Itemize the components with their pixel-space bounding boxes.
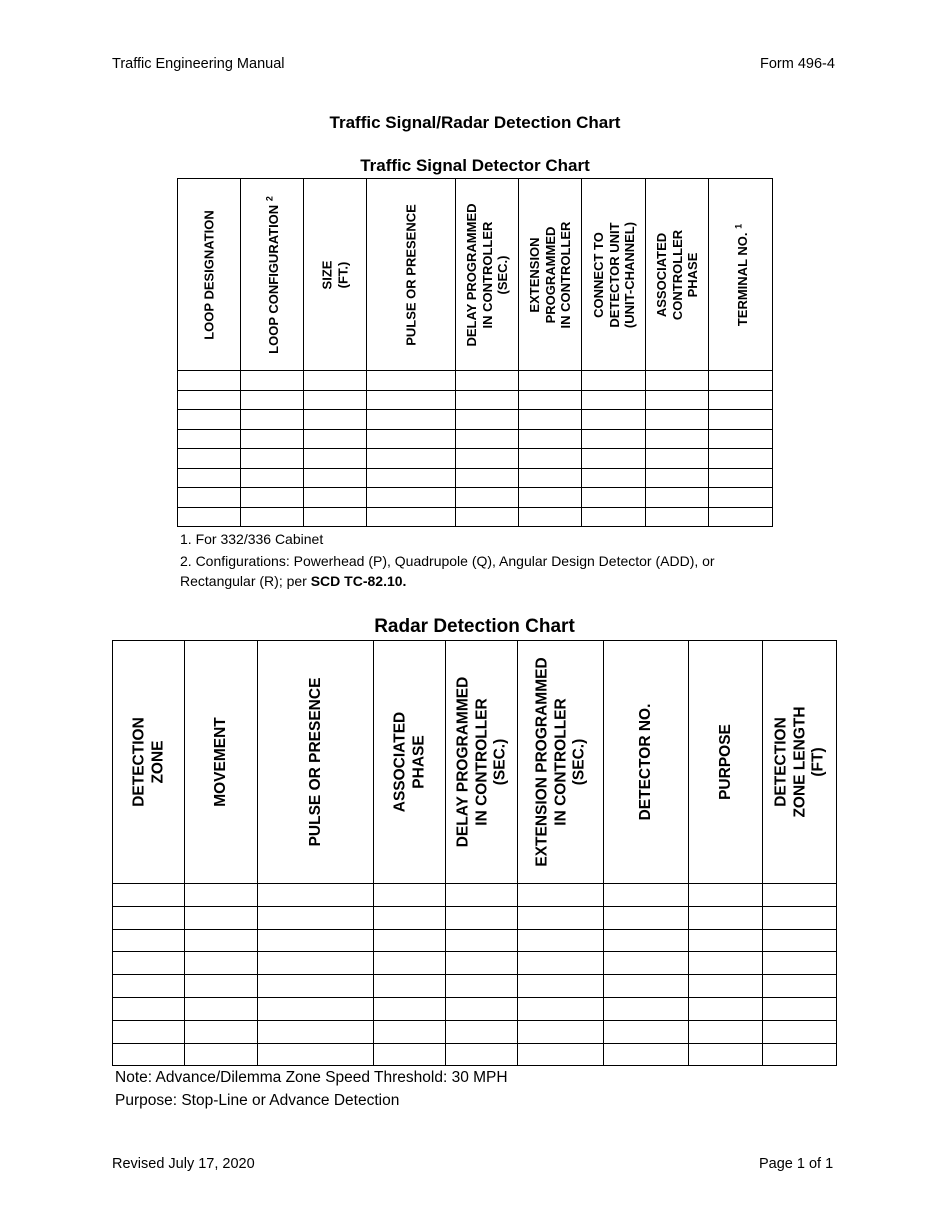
page-number: Page 1 of 1 <box>759 1156 834 1172</box>
radar-entry-cell[interactable] <box>518 975 604 998</box>
detector-entry-cell[interactable] <box>646 429 709 449</box>
detector-table-row <box>178 468 773 488</box>
detector-entry-cell[interactable] <box>709 429 773 449</box>
col-size: SIZE (FT.) <box>304 179 367 371</box>
radar-entry-cell[interactable] <box>763 1020 837 1043</box>
detector-entry-cell[interactable] <box>519 449 582 469</box>
radar-entry-cell[interactable] <box>518 906 604 929</box>
detector-entry-cell[interactable] <box>367 449 456 469</box>
detector-entry-cell[interactable] <box>367 429 456 449</box>
radar-entry-cell[interactable] <box>446 1020 518 1043</box>
col-loop-designation: LOOP DESIGNATION <box>178 179 241 371</box>
detector-entry-cell[interactable] <box>582 410 646 430</box>
detector-table-row <box>178 449 773 469</box>
detector-entry-cell[interactable] <box>709 390 773 410</box>
radar-entry-cell[interactable] <box>113 952 185 975</box>
col-detection-zone: DETECTION ZONE <box>113 641 185 884</box>
radar-table-row <box>113 884 837 907</box>
detector-entry-cell[interactable] <box>304 390 367 410</box>
radar-entry-cell[interactable] <box>185 975 258 998</box>
col-extension-programmed: EXTENSION PROGRAMMED IN CONTROLLER <box>519 179 582 371</box>
radar-entry-cell[interactable] <box>518 952 604 975</box>
detector-entry-cell[interactable] <box>304 429 367 449</box>
detector-entry-cell[interactable] <box>582 371 646 391</box>
col-radar-extension-programmed: EXTENSION PROGRAMMED IN CONTROLLER (SEC.) <box>518 641 604 884</box>
detector-entry-cell[interactable] <box>304 488 367 508</box>
detector-entry-cell[interactable] <box>367 410 456 430</box>
radar-entry-cell[interactable] <box>604 997 689 1020</box>
detector-entry-cell[interactable] <box>519 507 582 527</box>
footnote-2: 2. Configurations: Powerhead (P), Quadrupole (Q), Angular Design Detector (ADD), or Rectangular (R); per SCD TC-82.10. <box>180 553 715 589</box>
radar-entry-cell[interactable] <box>518 929 604 952</box>
detector-entry-cell[interactable] <box>178 410 241 430</box>
col-delay-programmed: DELAY PROGRAMMED IN CONTROLLER (SEC.) <box>456 179 519 371</box>
radar-entry-cell[interactable] <box>446 1043 518 1066</box>
col-radar-pulse-or-presence: PULSE OR PRESENCE <box>258 641 374 884</box>
radar-entry-cell[interactable] <box>763 1043 837 1066</box>
detector-entry-cell[interactable] <box>582 429 646 449</box>
detector-entry-cell[interactable] <box>582 507 646 527</box>
radar-entry-cell[interactable] <box>763 929 837 952</box>
detector-entry-cell[interactable] <box>241 468 304 488</box>
detector-chart-table <box>177 178 773 527</box>
col-associated-controller-phase: ASSOCIATED CONTROLLER PHASE <box>646 179 709 371</box>
detector-entry-cell[interactable] <box>241 410 304 430</box>
radar-entry-cell[interactable] <box>374 906 446 929</box>
radar-table-row <box>113 1020 837 1043</box>
radar-entry-cell[interactable] <box>258 929 374 952</box>
radar-entry-cell[interactable] <box>604 975 689 998</box>
radar-entry-cell[interactable] <box>185 1043 258 1066</box>
radar-entry-cell[interactable] <box>604 884 689 907</box>
radar-entry-cell[interactable] <box>374 1043 446 1066</box>
detector-entry-cell[interactable] <box>241 429 304 449</box>
detector-entry-cell[interactable] <box>367 468 456 488</box>
speed-threshold-note: Note: Advance/Dilemma Zone Speed Threshold: 30 MPH <box>115 1069 508 1086</box>
radar-entry-cell[interactable] <box>446 929 518 952</box>
radar-entry-cell[interactable] <box>258 975 374 998</box>
detector-entry-cell[interactable] <box>709 449 773 469</box>
detector-table-row <box>178 390 773 410</box>
detector-entry-cell[interactable] <box>241 390 304 410</box>
radar-table-row <box>113 975 837 998</box>
radar-entry-cell[interactable] <box>604 1020 689 1043</box>
detector-entry-cell[interactable] <box>519 371 582 391</box>
radar-entry-cell[interactable] <box>689 884 763 907</box>
detector-entry-cell[interactable] <box>178 449 241 469</box>
radar-chart-title: Radar Detection Chart <box>374 616 575 637</box>
radar-entry-cell[interactable] <box>113 929 185 952</box>
detector-entry-cell[interactable] <box>367 371 456 391</box>
detector-entry-cell[interactable] <box>178 507 241 527</box>
radar-entry-cell[interactable] <box>374 952 446 975</box>
detector-entry-cell[interactable] <box>582 488 646 508</box>
radar-header-row <box>113 641 837 884</box>
col-purpose: PURPOSE <box>689 641 763 884</box>
radar-entry-cell[interactable] <box>185 884 258 907</box>
detector-entry-cell[interactable] <box>367 488 456 508</box>
radar-entry-cell[interactable] <box>689 975 763 998</box>
detector-entry-cell[interactable] <box>241 449 304 469</box>
radar-chart-body <box>113 884 837 1066</box>
radar-table-row <box>113 906 837 929</box>
radar-entry-cell[interactable] <box>374 975 446 998</box>
radar-entry-cell[interactable] <box>763 997 837 1020</box>
col-radar-delay-programmed: DELAY PROGRAMMED IN CONTROLLER (SEC.) <box>446 641 518 884</box>
radar-entry-cell[interactable] <box>258 884 374 907</box>
detector-entry-cell[interactable] <box>456 449 519 469</box>
form-number: Form 496-4 <box>760 56 835 72</box>
page-title: Traffic Signal/Radar Detection Chart <box>329 113 621 132</box>
detector-entry-cell[interactable] <box>178 488 241 508</box>
radar-entry-cell[interactable] <box>763 975 837 998</box>
detector-entry-cell[interactable] <box>241 371 304 391</box>
detector-entry-cell[interactable] <box>582 390 646 410</box>
radar-entry-cell[interactable] <box>518 884 604 907</box>
detector-entry-cell[interactable] <box>456 488 519 508</box>
detector-entry-cell[interactable] <box>646 410 709 430</box>
radar-entry-cell[interactable] <box>689 906 763 929</box>
radar-entry-cell[interactable] <box>258 906 374 929</box>
detector-table-row <box>178 507 773 527</box>
col-terminal-no: TERMINAL NO. $^1$ <box>709 179 773 371</box>
detector-entry-cell[interactable] <box>241 507 304 527</box>
standard-reference: SCD TC-82.10. <box>310 573 407 589</box>
radar-entry-cell[interactable] <box>185 997 258 1020</box>
detector-entry-cell[interactable] <box>178 429 241 449</box>
detector-entry-cell[interactable] <box>304 410 367 430</box>
radar-entry-cell[interactable] <box>689 997 763 1020</box>
detector-entry-cell[interactable] <box>241 488 304 508</box>
detector-entry-cell[interactable] <box>709 468 773 488</box>
detector-entry-cell[interactable] <box>456 390 519 410</box>
radar-entry-cell[interactable] <box>113 884 185 907</box>
radar-entry-cell[interactable] <box>185 906 258 929</box>
radar-entry-cell[interactable] <box>446 952 518 975</box>
col-loop-configuration: LOOP CONFIGURATION $^2$ <box>241 179 304 371</box>
radar-entry-cell[interactable] <box>446 884 518 907</box>
radar-entry-cell[interactable] <box>763 884 837 907</box>
radar-entry-cell[interactable] <box>258 1043 374 1066</box>
radar-entry-cell[interactable] <box>374 884 446 907</box>
radar-entry-cell[interactable] <box>689 952 763 975</box>
detector-entry-cell[interactable] <box>709 371 773 391</box>
radar-entry-cell[interactable] <box>518 997 604 1020</box>
radar-table-row <box>113 997 837 1020</box>
detector-entry-cell[interactable] <box>367 390 456 410</box>
detector-entry-cell[interactable] <box>304 507 367 527</box>
radar-entry-cell[interactable] <box>258 997 374 1020</box>
footnote-ref-1: 1 <box>733 223 744 229</box>
radar-entry-cell[interactable] <box>689 929 763 952</box>
detector-entry-cell[interactable] <box>709 488 773 508</box>
detector-entry-cell[interactable] <box>178 468 241 488</box>
purpose-note: Purpose: Stop-Line or Advance Detection <box>115 1092 400 1109</box>
detector-header-row <box>178 179 773 371</box>
radar-entry-cell[interactable] <box>258 1020 374 1043</box>
detector-entry-cell[interactable] <box>519 429 582 449</box>
radar-entry-cell[interactable] <box>446 997 518 1020</box>
detector-table-row <box>178 488 773 508</box>
detector-entry-cell[interactable] <box>178 371 241 391</box>
detector-entry-cell[interactable] <box>304 468 367 488</box>
detector-entry-cell[interactable] <box>456 507 519 527</box>
col-movement: MOVEMENT <box>185 641 258 884</box>
radar-entry-cell[interactable] <box>446 975 518 998</box>
radar-entry-cell[interactable] <box>185 929 258 952</box>
radar-entry-cell[interactable] <box>113 1043 185 1066</box>
footnote-ref-2: 2 <box>264 195 275 201</box>
detector-chart-title: Traffic Signal Detector Chart <box>360 156 590 175</box>
detector-entry-cell[interactable] <box>582 449 646 469</box>
detector-entry-cell[interactable] <box>367 507 456 527</box>
radar-entry-cell[interactable] <box>113 1020 185 1043</box>
radar-table-row <box>113 1043 837 1066</box>
detector-entry-cell[interactable] <box>519 390 582 410</box>
detector-entry-cell[interactable] <box>519 468 582 488</box>
radar-entry-cell[interactable] <box>518 1020 604 1043</box>
revision-date: Revised July 17, 2020 <box>112 1156 255 1172</box>
radar-entry-cell[interactable] <box>374 929 446 952</box>
detector-table-row <box>178 410 773 430</box>
radar-entry-cell[interactable] <box>763 906 837 929</box>
detector-entry-cell[interactable] <box>646 488 709 508</box>
radar-entry-cell[interactable] <box>113 997 185 1020</box>
radar-entry-cell[interactable] <box>518 1043 604 1066</box>
radar-entry-cell[interactable] <box>446 906 518 929</box>
radar-table-row <box>113 929 837 952</box>
radar-entry-cell[interactable] <box>113 975 185 998</box>
detector-entry-cell[interactable] <box>304 449 367 469</box>
radar-entry-cell[interactable] <box>185 1020 258 1043</box>
radar-entry-cell[interactable] <box>604 1043 689 1066</box>
detector-entry-cell[interactable] <box>646 449 709 469</box>
footnote-1: 1. For 332/336 Cabinet <box>180 531 324 547</box>
detector-entry-cell[interactable] <box>304 371 367 391</box>
detector-entry-cell[interactable] <box>456 371 519 391</box>
detector-entry-cell[interactable] <box>519 410 582 430</box>
radar-entry-cell[interactable] <box>763 952 837 975</box>
radar-entry-cell[interactable] <box>604 906 689 929</box>
col-detection-zone-length: DETECTION ZONE LENGTH (FT) <box>763 641 837 884</box>
detector-entry-cell[interactable] <box>646 390 709 410</box>
detector-entry-cell[interactable] <box>646 507 709 527</box>
detector-entry-cell[interactable] <box>519 488 582 508</box>
col-detector-no: DETECTOR NO. <box>604 641 689 884</box>
detector-entry-cell[interactable] <box>456 429 519 449</box>
manual-name: Traffic Engineering Manual <box>112 56 285 72</box>
radar-entry-cell[interactable] <box>604 952 689 975</box>
detector-entry-cell[interactable] <box>709 410 773 430</box>
detector-entry-cell[interactable] <box>456 468 519 488</box>
col-connect-to-detector-unit: CONNECT TO DETECTOR UNIT (UNIT-CHANNEL) <box>582 179 646 371</box>
detector-chart-body <box>178 371 773 527</box>
detector-entry-cell[interactable] <box>456 410 519 430</box>
col-pulse-or-presence: PULSE OR PRESENCE <box>367 179 456 371</box>
radar-entry-cell[interactable] <box>258 952 374 975</box>
radar-entry-cell[interactable] <box>374 997 446 1020</box>
detector-table-row <box>178 371 773 391</box>
detector-entry-cell[interactable] <box>646 468 709 488</box>
radar-entry-cell[interactable] <box>113 906 185 929</box>
radar-table-row <box>113 952 837 975</box>
detector-entry-cell[interactable] <box>646 371 709 391</box>
detector-entry-cell[interactable] <box>178 390 241 410</box>
detector-entry-cell[interactable] <box>582 468 646 488</box>
detector-entry-cell[interactable] <box>709 507 773 527</box>
col-associated-phase: ASSOCIATED PHASE <box>374 641 446 884</box>
radar-entry-cell[interactable] <box>689 1043 763 1066</box>
radar-entry-cell[interactable] <box>604 929 689 952</box>
detector-table-row <box>178 429 773 449</box>
radar-entry-cell[interactable] <box>185 952 258 975</box>
radar-entry-cell[interactable] <box>374 1020 446 1043</box>
radar-chart-table <box>112 640 837 1066</box>
radar-entry-cell[interactable] <box>689 1020 763 1043</box>
